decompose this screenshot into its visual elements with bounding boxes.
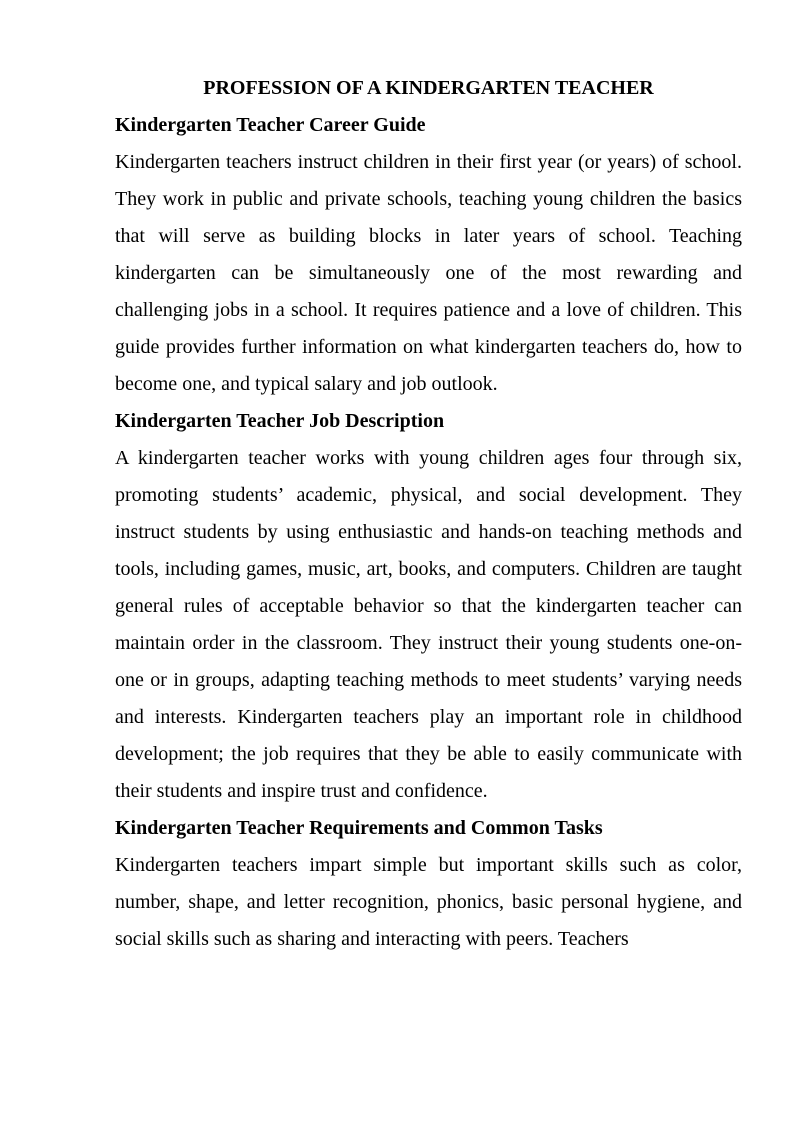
- section-text-job-description: A kindergarten teacher works with young children ages four through six, promoting students’ academic, physical, and social development. They instruct students by using enthusiastic and hands-on teaching methods and tools, including games, music, art, books, and computers. Children are taught general rules of acceptable behavior so that the kindergarten teacher can maintain order in the classroom. They instruct their young students one-on-one or in groups, adapting teaching methods to meet students’ varying needs and interests. Kindergarten teachers play an important role in childhood development; the job requires that they be able to easily communicate with their students and inspire trust and confidence.: [115, 447, 742, 802]
- document-title: PROFESSION OF A KINDERGARTEN TEACHER: [203, 77, 654, 99]
- section-heading-career-guide: Kindergarten Teacher Career Guide: [115, 114, 426, 136]
- section-text-career-guide: Kindergarten teachers instruct children in their first year (or years) of school. They work in public and private schools, teaching young children the basics that will serve as building blocks in later years of school. Teaching kindergarten can be simultaneously one of the most rewarding and challenging jobs in a school. It requires patience and a love of children. This guide provides further information on what kindergarten teachers do, how to become one, and typical salary and job outlook.: [115, 151, 742, 395]
- section-heading-job-description: Kindergarten Teacher Job Description: [115, 410, 445, 432]
- document-body: [115, 70, 742, 958]
- section-text-requirements: Kindergarten teachers impart simple but important skills such as color, number, shape, and letter recognition, phonics, basic personal hygiene, and social skills such as sharing and interacting with peers. Teachers: [115, 854, 742, 950]
- section-heading-requirements: Kindergarten Teacher Requirements and Common Tasks: [115, 817, 603, 839]
